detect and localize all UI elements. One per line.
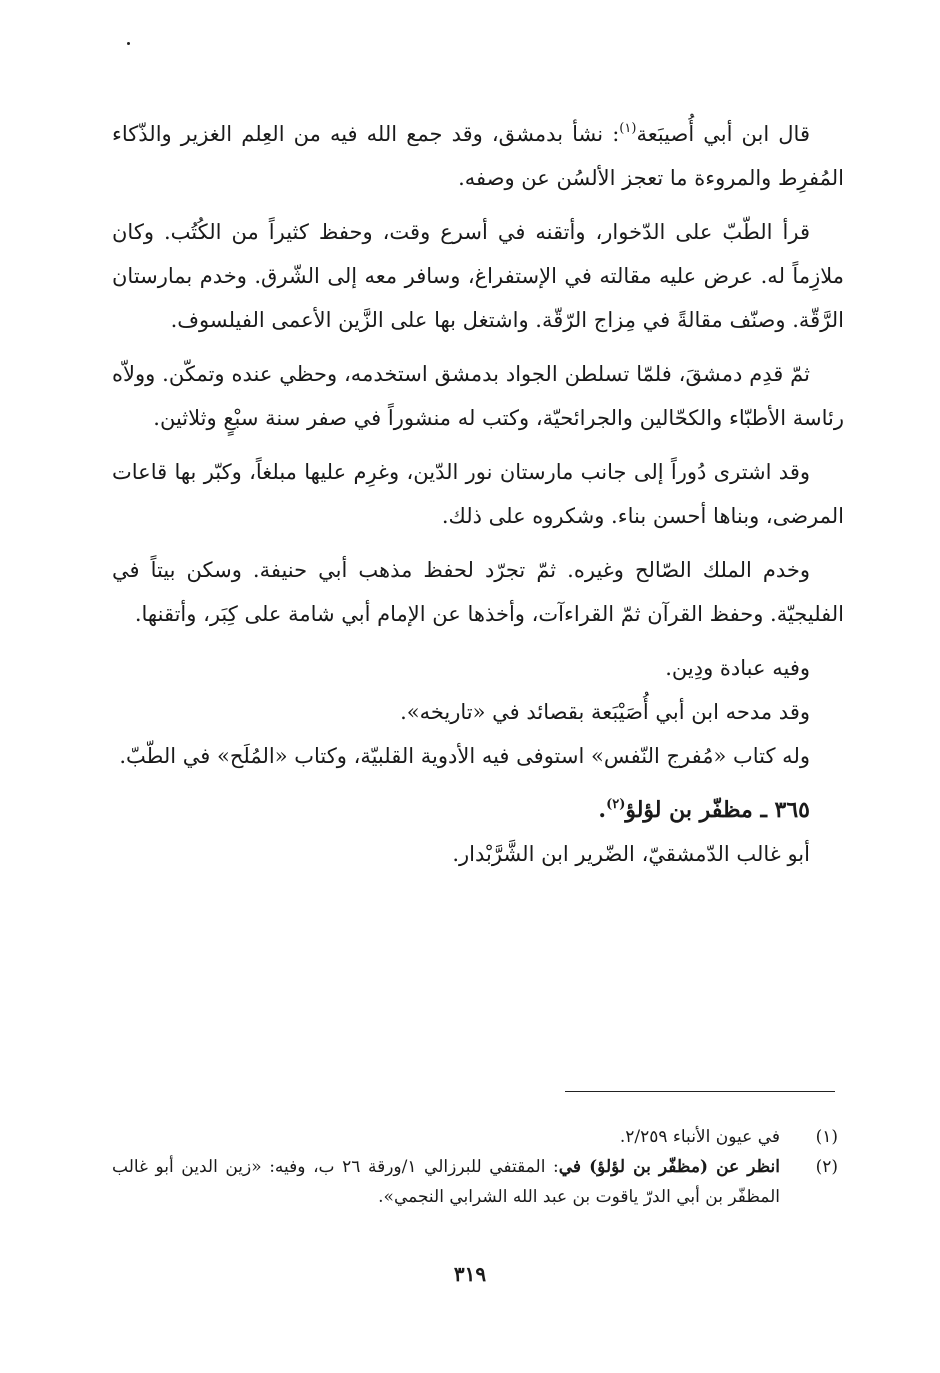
- paragraph-5: وخدم الملك الصّالح وغيره. ثمّ تجرّد لحفظ مذهب أبي حنيفة. وسكن بيتاً في الفليجيّة. وحفظ القرآن ثمّ القراءآت، وأخذها عن الإمام أبي شامة على كِبَر، وأتقنها.: [112, 558, 844, 626]
- paragraph-1-start: قال ابن أبي أُصيبَعة: [636, 122, 810, 146]
- line-books: وله كتاب «مُفرج النّفس» استوفى فيه الأدوية القلبيّة، وكتاب «المُلَح» في الطّبّ.: [119, 744, 810, 768]
- page-number: ٣١٩: [453, 1262, 487, 1286]
- page-mark-dot: [127, 42, 130, 45]
- footnote-2-body: [112, 1152, 780, 1212]
- footnote-1-text: في عيون الأنباء ٢/٢٥٩.: [619, 1127, 780, 1147]
- main-text: [112, 112, 844, 876]
- footnote-1: [112, 1122, 838, 1152]
- footnote-1-number: (١): [815, 1127, 838, 1147]
- footnote-ref-1[interactable]: (١): [619, 121, 637, 136]
- entry-heading-end: .: [598, 797, 607, 823]
- footnote-ref-2[interactable]: (٢): [606, 797, 626, 812]
- entry-heading-text: ٣٦٥ ـ مظفّر بن لؤلؤ: [625, 797, 810, 823]
- paragraph-3: ثمّ قدِم دمشقَ، فلمّا تسلطن الجواد بدمشق استخدمه، وحظي عنده وتمكّن. وولاّه رئاسة الأطبّاء والكحّالين والجرائحيّة، وكتب له منشوراً في صفر سنة سبْعٍ وثلاثين.: [112, 362, 844, 430]
- footnotes: [112, 1122, 838, 1212]
- paragraph-2: قرأ الطّبّ على الدّخوار، وأتقنه في أسرع وقت، وحفظ كثيراً من الكُتُب. وكان ملازِماً له. عرض عليه مقالته في الإستفراغ، وسافر معه إلى الشّرق. وخدم بمارستان الرَّقّة. وصنّف مقالةً في مِزاج الرّقّة. واشتغل بها على الزَّين الأعمى الفيلسوف.: [112, 220, 844, 332]
- entry-heading: [112, 788, 844, 832]
- line-worship: وفيه عبادة ودِين.: [665, 656, 810, 680]
- footnote-2-number: (٢): [815, 1157, 838, 1177]
- paragraph-4: وقد اشترى دُوراً إلى جانب مارستان نور الدّين، وغرِم عليها مبلغاً، وكبّر بها قاعات المرضى، وبناها أحسن بناء. وشكروه على ذلك.: [112, 460, 844, 528]
- paragraph-1-rest: : نشأ بدمشق، وقد جمع الله فيه من العِلم الغزير والذّكاء المُفرِط والمروءة ما تعجز الألسُن عن وصفه.: [112, 122, 844, 190]
- footnote-separator: [565, 1091, 835, 1092]
- footnote-2-text: : المقتفي للبرزالي ١/ورقة ٢٦ ب، وفيه: «زين الدين أبو غالب المظفّر بن أبي الدرّ ياقوت بن عبد الله الشرابي النجمي».: [112, 1157, 780, 1207]
- footnote-2-bold: انظر عن (مظفّر بن لؤلؤ) في: [558, 1157, 781, 1177]
- footnote-2: [112, 1152, 838, 1212]
- line-praise: وقد مدحه ابن أبي أُصَيْبَعة بقصائد في «تاريخه».: [400, 700, 810, 724]
- entry-subtitle: أبو غالب الدّمشقيّ، الضّرير ابن الشَّرَّبْدار.: [452, 842, 810, 866]
- paragraph-1: [112, 112, 844, 200]
